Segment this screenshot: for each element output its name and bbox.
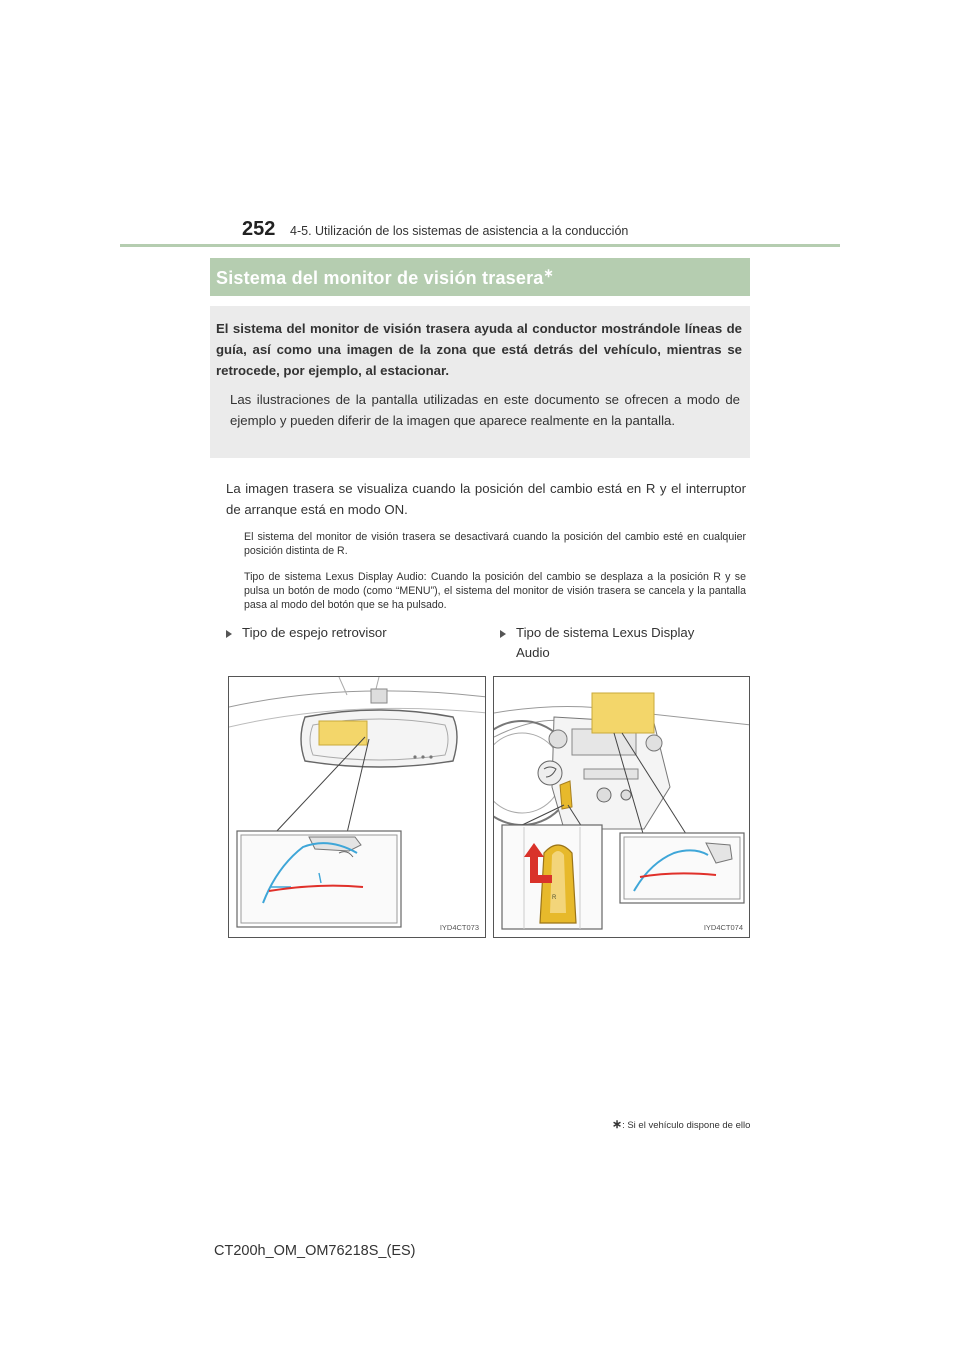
svg-text:R: R (552, 895, 557, 901)
figure-code-left: IYD4CT073 (439, 923, 479, 932)
note-deactivation: El sistema del monitor de visión trasera se desactivará cuando la posición del cambio esté en cualquier posición distinta de R. (244, 531, 746, 557)
footer-document-code: CT200h_OM_OM76218S_(ES) (214, 1243, 416, 1259)
footnote (612, 1117, 750, 1131)
body-paragraph: La imagen trasera se visualiza cuando la posición del cambio está en R y el interruptor de arranque está en modo ON. (226, 481, 746, 517)
figure-code-right: IYD4CT074 (703, 923, 743, 932)
optional-equipment-mark: ∗ (543, 266, 554, 280)
bullet-display-audio-type (500, 623, 746, 663)
footnote-mark: ∗ (612, 1117, 623, 1131)
intro-summary: El sistema del monitor de visión trasera ayuda al conductor mostrándole líneas de guía, así como una imagen de la zona que está detrás del vehículo, mientras se retrocede, por ejemplo, al estacionar. (216, 321, 742, 378)
section-title-text: Sistema del monitor de visión trasera (216, 268, 544, 288)
mirror-display-highlight (319, 721, 367, 745)
triangle-bullet-icon (500, 630, 506, 638)
display-screen-highlight (592, 693, 654, 733)
bullet-mirror-label: Tipo de espejo retrovisor (242, 625, 387, 640)
page-number: 252 (242, 218, 276, 240)
triangle-bullet-icon (226, 630, 232, 638)
note-display-audio: Tipo de sistema Lexus Display Audio: Cuando la posición del cambio se desplaza a la posición R y se pulsa un botón de modo (como “MENU”), el sistema del monitor de visión trasera se cancela y la pantalla pasa al modo del botón que se ha pulsado. (244, 571, 746, 611)
dashboard-illustration (494, 677, 750, 938)
intro-note: Las ilustraciones de la pantalla utilizadas en este documento se ofrecen a modo de ejemplo y pueden diferir de la imagen que aparece realmente en la pantalla. (230, 392, 740, 428)
mirror-illustration (229, 677, 486, 938)
figure-display-audio-type (493, 676, 750, 938)
chapter-title: 4-5. Utilización de los sistemas de asistencia a la conducción (290, 224, 629, 238)
footnote-text: : Si el vehículo dispone de ello (622, 1120, 751, 1131)
section-title (216, 266, 554, 289)
header-rule (120, 244, 840, 247)
bullet-mirror-type (226, 623, 387, 643)
bullet-display-audio-label-line1: Tipo de sistema Lexus Display (516, 625, 695, 640)
figure-mirror-type (228, 676, 486, 938)
bullet-display-audio-label-line2: Audio (516, 645, 550, 660)
